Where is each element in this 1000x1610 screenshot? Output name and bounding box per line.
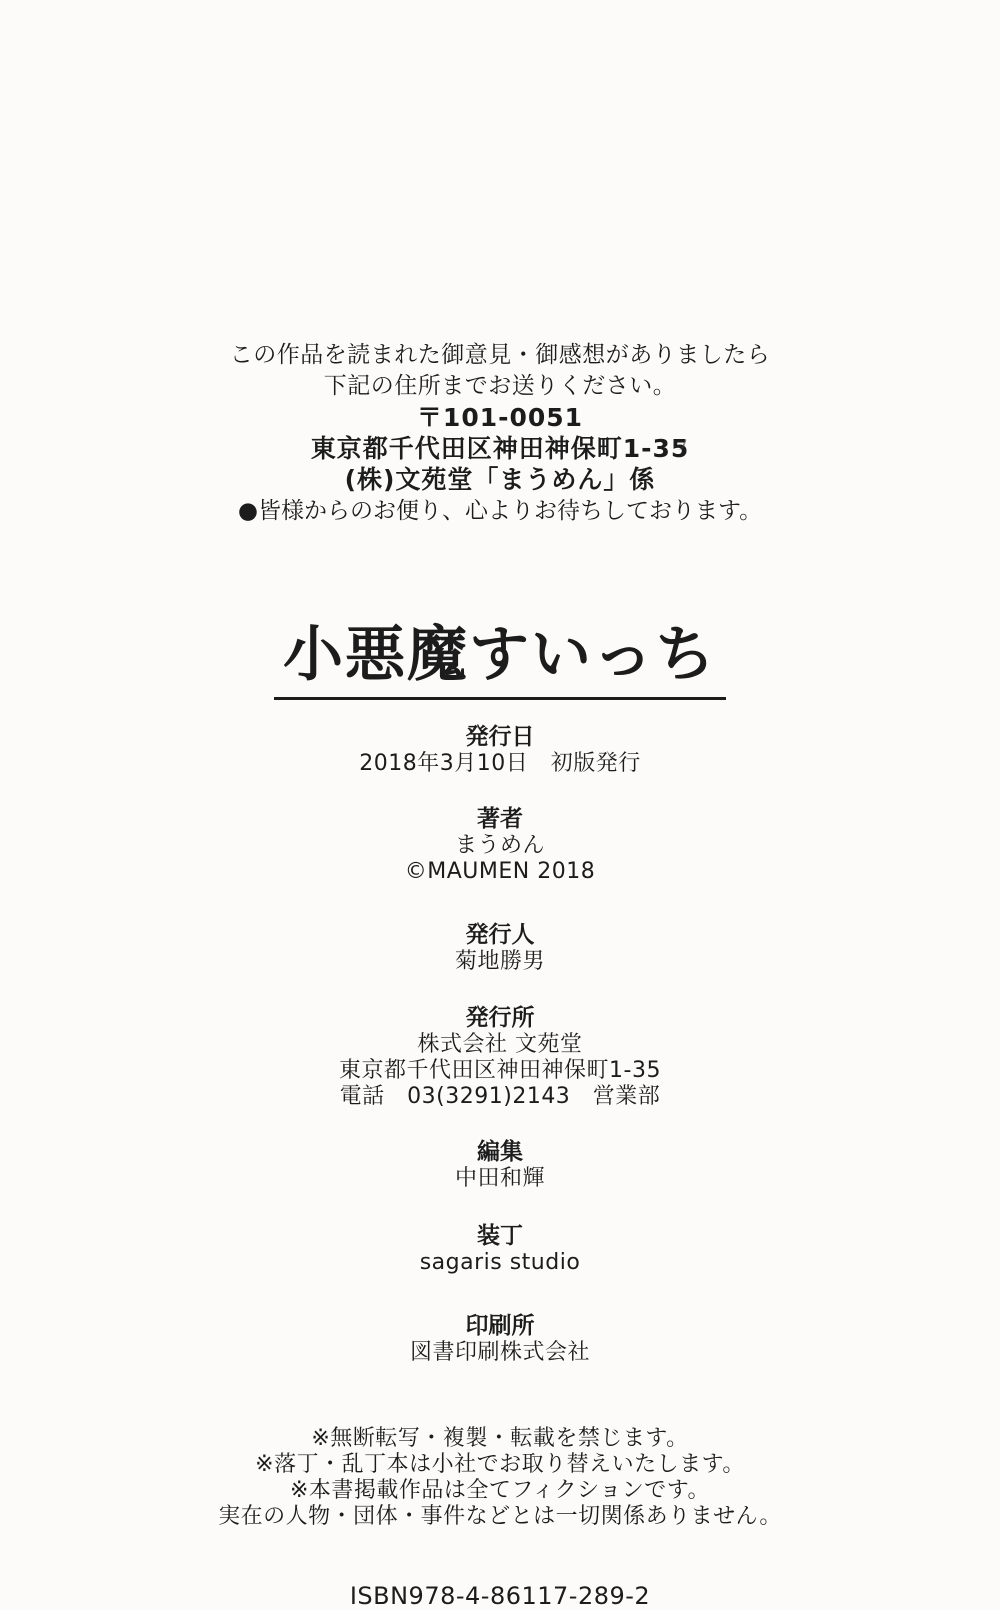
section-label: 発行所: [465, 1005, 535, 1031]
publisher-address: 東京都千代田区神田神保町1-35: [310, 434, 690, 463]
postal-code: 〒101-0051: [416, 403, 584, 432]
book-title-block: [274, 620, 726, 700]
reader-feedback-block: [0, 340, 1000, 527]
section-label: 著者: [477, 806, 523, 832]
notice-line: ※無断転写・複製・転載を禁じます。: [311, 1426, 689, 1451]
notice-line: ※本書掲載作品は全てフィクションです。: [290, 1478, 710, 1503]
feedback-note: ●皆様からのお便り、心よりお待ちしております。: [237, 498, 763, 524]
copyright-line: ©MAUMEN 2018: [404, 859, 596, 884]
section-label: 発行人: [465, 922, 535, 948]
publishing-house-phone: 電話 03(3291)2143 営業部: [339, 1084, 661, 1109]
section-label: 印刷所: [465, 1313, 535, 1339]
book-title: 小悪魔すいっち: [283, 620, 717, 690]
title-underline: [274, 697, 726, 700]
isbn-number: ISBN978-4-86117-289-2: [349, 1582, 651, 1610]
publishing-house-name: 株式会社 文苑堂: [417, 1032, 583, 1057]
section-editor: [0, 1139, 1000, 1192]
legal-notices: [0, 1426, 1000, 1530]
notice-line: 実在の人物・団体・事件などとは一切関係ありません。: [218, 1504, 782, 1529]
section-printer: [0, 1313, 1000, 1366]
notice-line: ※落丁・乱丁本は小社でお取り替えいたします。: [255, 1452, 745, 1477]
section-label: 編集: [477, 1139, 523, 1165]
section-author: [0, 806, 1000, 885]
feedback-line-2: 下記の住所までお送りください。: [323, 373, 677, 399]
editor-name: 中田和輝: [454, 1166, 545, 1191]
colophon-sections: [0, 724, 1000, 1366]
design-studio-name: sagaris studio: [419, 1250, 581, 1275]
section-publisher-person: [0, 922, 1000, 975]
publishing-house-address: 東京都千代田区神田神保町1-35: [339, 1058, 661, 1083]
section-label: 発行日: [465, 724, 535, 750]
publisher-person-name: 菊地勝男: [454, 949, 545, 974]
section-publication-date: [0, 724, 1000, 777]
feedback-line-1: この作品を読まれた御意見・御感想がありましたら: [229, 342, 771, 368]
printer-name: 図書印刷株式会社: [409, 1340, 590, 1365]
author-name: まうめん: [454, 833, 545, 858]
section-value: 2018年3月10日 初版発行: [359, 751, 641, 776]
section-label: 装丁: [477, 1223, 523, 1249]
section-publishing-house: [0, 1005, 1000, 1110]
mail-recipient: (株)文苑堂「まうめん」係: [344, 465, 656, 494]
section-design: [0, 1223, 1000, 1276]
